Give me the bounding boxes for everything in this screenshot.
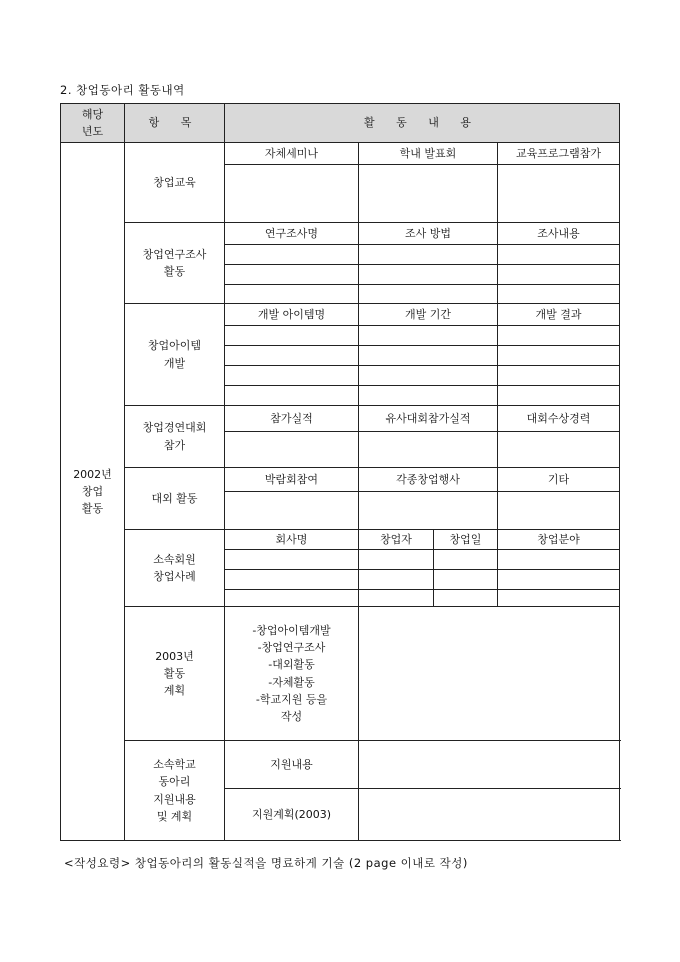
support-plan-label: 지원계획(2003)	[225, 789, 359, 841]
col-header: 조사 방법	[359, 223, 498, 245]
input-cell[interactable]	[498, 165, 620, 223]
plan-2003-items: -창업아이템개발 -창업연구조사 -대외활동 -자체활동 -학교지원 등을 작성	[225, 607, 359, 741]
input-cell[interactable]	[359, 550, 434, 570]
input-cell[interactable]	[359, 366, 498, 386]
input-cell[interactable]	[434, 550, 498, 570]
col-header: 연구조사명	[225, 223, 359, 245]
input-cell[interactable]	[359, 492, 498, 530]
writing-guide-note: <작성요령> 창업동아리의 활동실적을 명료하게 기술 (2 page 이내로 작성)	[64, 856, 468, 870]
col-header: 창업일	[434, 530, 498, 550]
col-header: 대회수상경력	[498, 406, 620, 432]
input-cell[interactable]	[498, 245, 620, 265]
col-header: 참가실적	[225, 406, 359, 432]
col-header: 기타	[498, 468, 620, 492]
input-cell[interactable]	[498, 550, 620, 570]
year-2003-label: 2003년 활동 계획	[125, 607, 225, 741]
col-header: 교육프로그램참가	[498, 143, 620, 165]
item-external: 대외 활동	[125, 468, 225, 530]
input-cell[interactable]	[225, 285, 359, 304]
input-cell[interactable]	[359, 326, 498, 346]
support-content-label: 지원내용	[225, 741, 359, 789]
col-header: 학내 발표회	[359, 143, 498, 165]
header-year: 해당 년도	[61, 104, 125, 143]
col-header: 조사내용	[498, 223, 620, 245]
input-cell[interactable]	[225, 570, 359, 590]
input-cell[interactable]	[498, 590, 620, 607]
input-cell[interactable]	[225, 326, 359, 346]
input-cell[interactable]	[359, 245, 498, 265]
item-members: 소속회원 창업사례	[125, 530, 225, 607]
input-cell[interactable]	[359, 432, 498, 468]
input-cell[interactable]	[225, 165, 359, 223]
col-header: 개발 기간	[359, 304, 498, 326]
item-contest: 창업경연대회 참가	[125, 406, 225, 468]
header-item: 항 목	[125, 104, 225, 143]
section-title: 2. 창업동아리 활동내역	[60, 83, 185, 97]
input-cell[interactable]	[225, 590, 359, 607]
header-content: 활 동 내 용	[225, 104, 620, 143]
input-cell[interactable]	[359, 346, 498, 366]
input-cell[interactable]	[498, 326, 620, 346]
support-plan-input[interactable]	[359, 789, 620, 841]
col-header: 유사대회참가실적	[359, 406, 498, 432]
item-education: 창업교육	[125, 143, 225, 223]
input-cell[interactable]	[225, 386, 359, 406]
school-support-label: 소속학교 동아리 지원내용 및 계획	[125, 741, 225, 841]
input-cell[interactable]	[225, 492, 359, 530]
input-cell[interactable]	[498, 492, 620, 530]
input-cell[interactable]	[225, 346, 359, 366]
activity-table	[60, 103, 620, 841]
input-cell[interactable]	[498, 432, 620, 468]
input-cell[interactable]	[225, 550, 359, 570]
input-cell[interactable]	[498, 366, 620, 386]
plan-2003-content[interactable]	[359, 607, 620, 741]
input-cell[interactable]	[225, 432, 359, 468]
col-header: 각종창업행사	[359, 468, 498, 492]
item-research: 창업연구조사 활동	[125, 223, 225, 304]
col-header: 개발 결과	[498, 304, 620, 326]
support-content-input[interactable]	[359, 741, 620, 789]
input-cell[interactable]	[498, 285, 620, 304]
input-cell[interactable]	[225, 265, 359, 285]
col-header: 창업분야	[498, 530, 620, 550]
input-cell[interactable]	[359, 285, 498, 304]
input-cell[interactable]	[359, 386, 498, 406]
col-header: 개발 아이템명	[225, 304, 359, 326]
col-header: 회사명	[225, 530, 359, 550]
input-cell[interactable]	[225, 366, 359, 386]
input-cell[interactable]	[434, 590, 498, 607]
input-cell[interactable]	[359, 570, 434, 590]
input-cell[interactable]	[359, 590, 434, 607]
input-cell[interactable]	[498, 346, 620, 366]
input-cell[interactable]	[498, 386, 620, 406]
year-2002-label: 2002년 창업 활동	[61, 143, 125, 841]
col-header: 자체세미나	[225, 143, 359, 165]
col-header: 창업자	[359, 530, 434, 550]
item-item-dev: 창업아이템 개발	[125, 304, 225, 406]
input-cell[interactable]	[498, 265, 620, 285]
col-header: 박람회참여	[225, 468, 359, 492]
input-cell[interactable]	[434, 570, 498, 590]
input-cell[interactable]	[359, 265, 498, 285]
input-cell[interactable]	[359, 165, 498, 223]
input-cell[interactable]	[225, 245, 359, 265]
input-cell[interactable]	[498, 570, 620, 590]
